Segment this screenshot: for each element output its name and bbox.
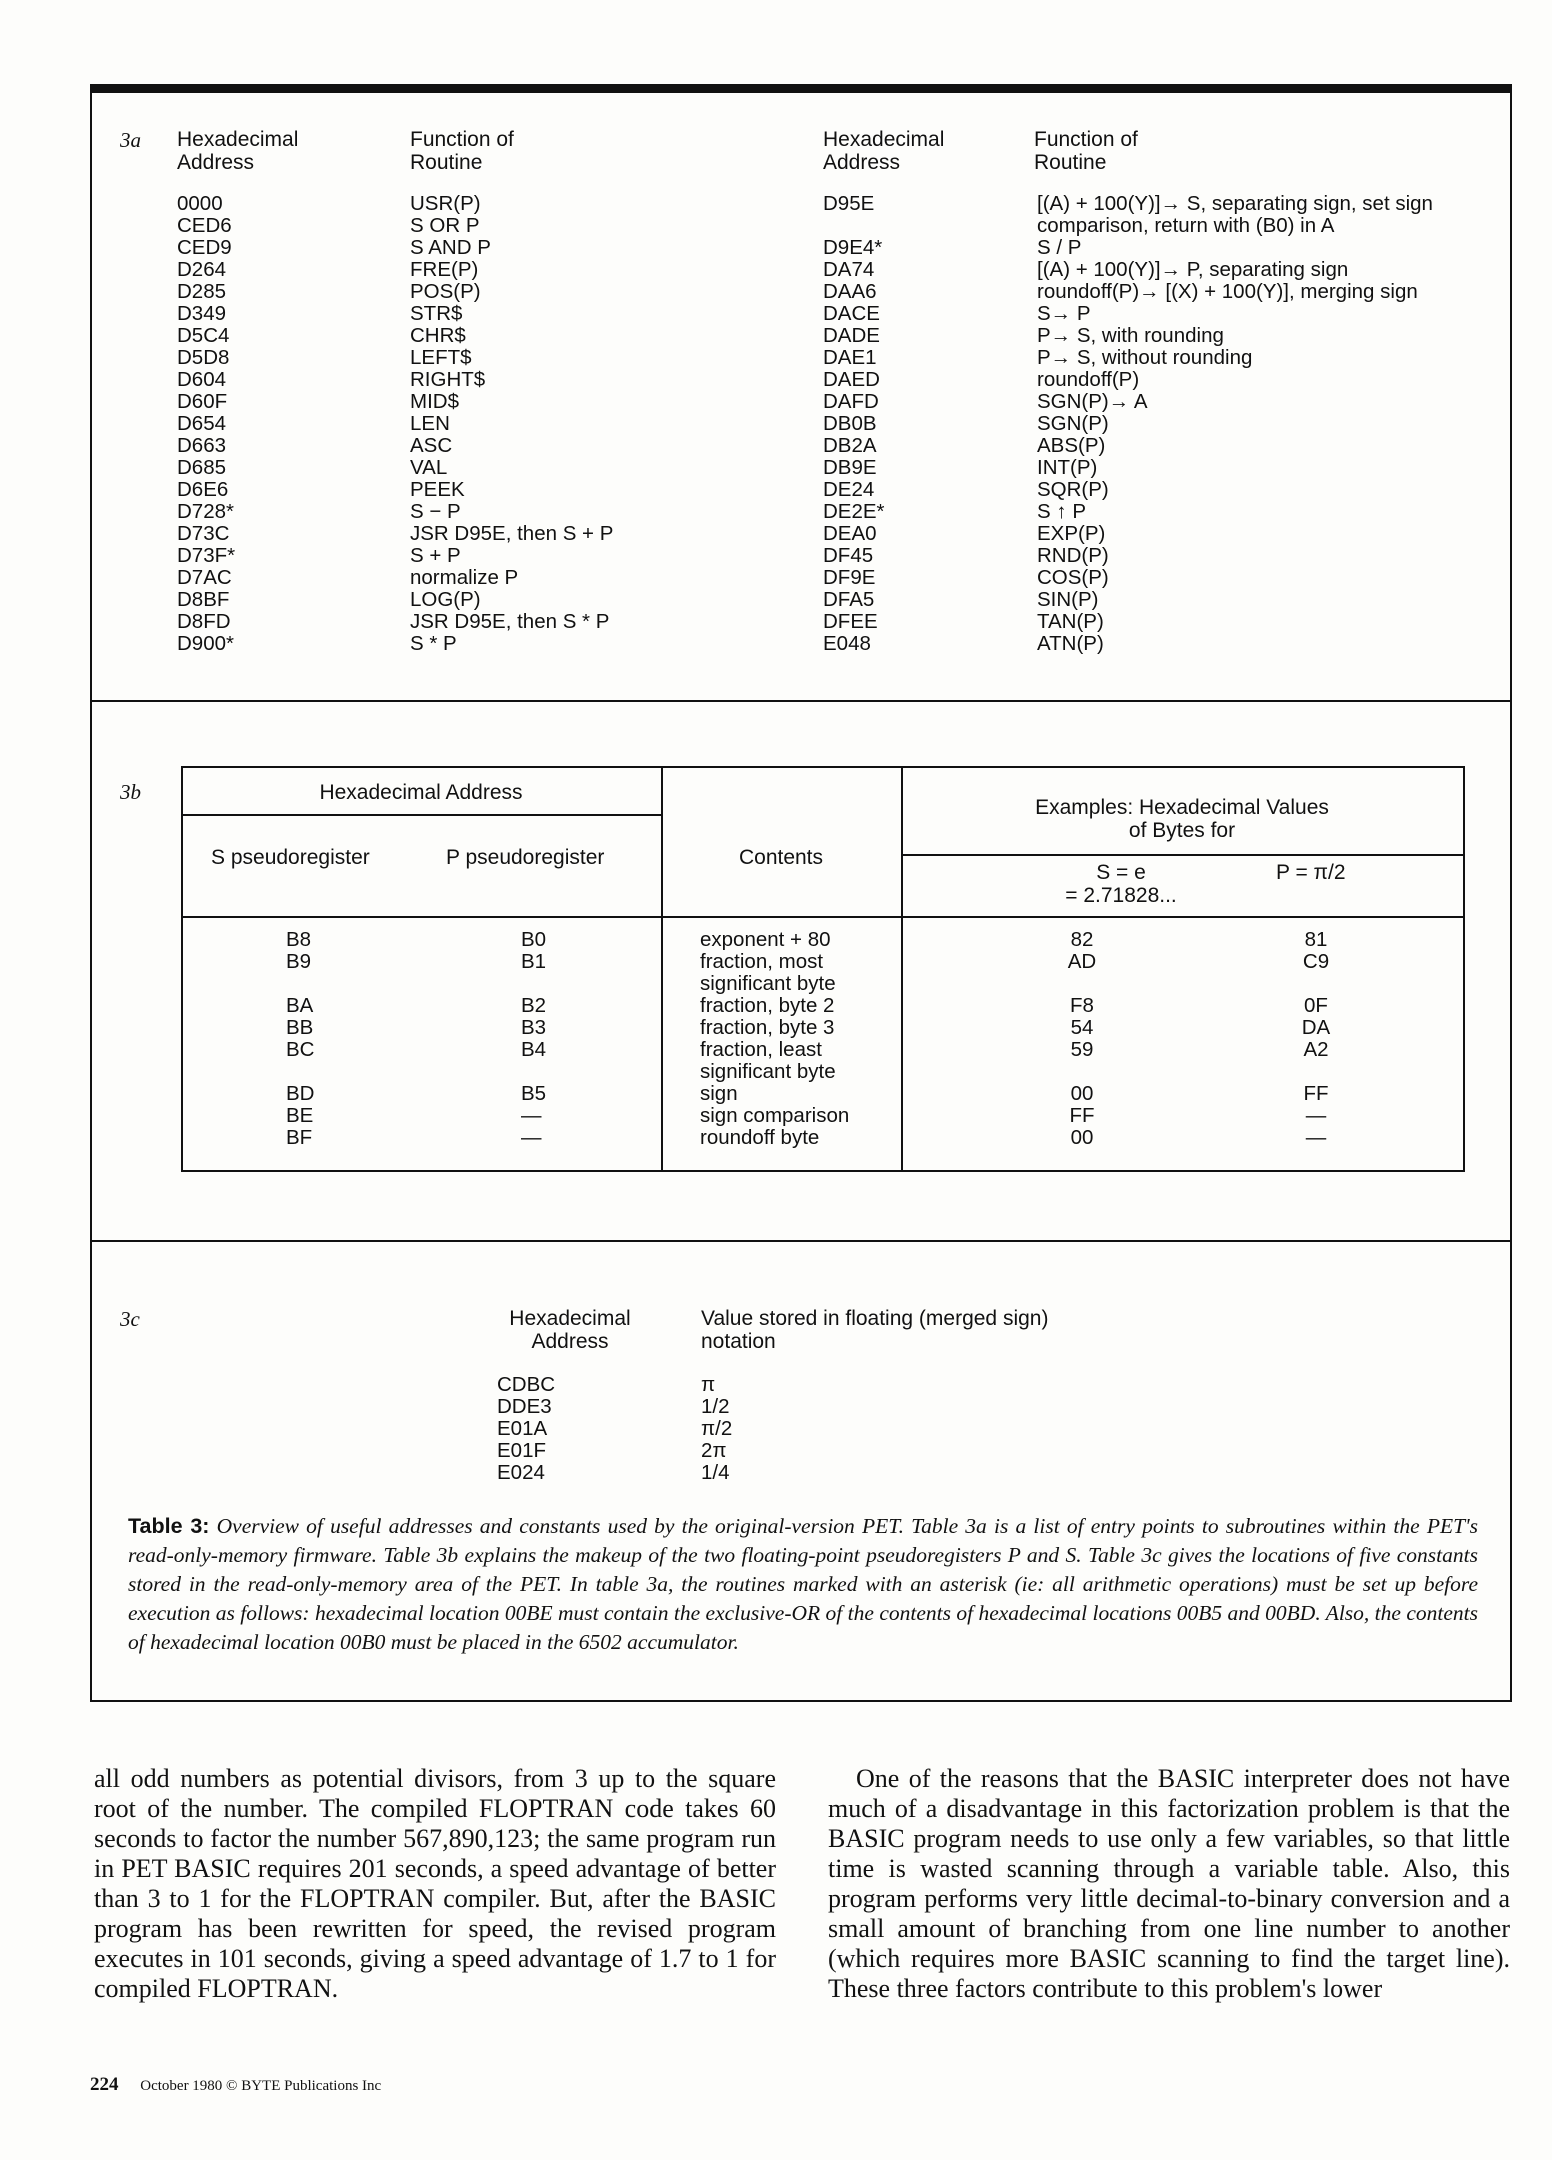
- table-cell: D5D8: [177, 346, 230, 369]
- table-cell: 0F: [1304, 994, 1328, 1017]
- table-cell: D73F*: [177, 544, 236, 567]
- table-cell: DB9E: [823, 456, 877, 479]
- table-cell: D8FD: [177, 610, 231, 633]
- table-cell: DAFD: [823, 390, 879, 413]
- caption-text: Overview of useful addresses and constants used by the original-version PET. Table 3a is a list of entry points to subroutines within the PET's read-only-memory firmware. Table 3b explains the makeup of the two floating-point pseudoregisters P and S. Table 3c gives the locations of five constants stored in the read-only-memory area of the PET. In table 3a, the routines marked with an asterisk (ie: all arithmetic operations) must be set up before execution as follows: hexadecimal location 00BE must contain the exclusive-OR of the contents of hexadecimal locations 00B5 and 00BD. Also, the contents of hexadecimal location 00B0 must be placed in the 6502 accumulator.: [128, 1514, 1479, 1654]
- table-cell: LEFT$: [410, 346, 472, 369]
- table-cell: FRE(P): [410, 258, 479, 281]
- footer-credit: October 1980 © BYTE Publications Inc: [140, 2078, 382, 2094]
- table-cell: DA: [1301, 1016, 1331, 1039]
- table-cell: BF: [286, 1126, 313, 1149]
- table-cell: DACE: [823, 302, 880, 325]
- table-cell: AD: [1067, 950, 1097, 973]
- table-cell: —: [521, 1126, 542, 1149]
- header-3b-s-pseudoregister: S pseudoregister: [211, 846, 370, 869]
- table-cell: D349: [177, 302, 227, 325]
- table-cell: 54: [1070, 1016, 1094, 1039]
- grid-line: [661, 768, 663, 1170]
- table-cell: P→ S, with rounding: [1037, 324, 1224, 347]
- table-cell: roundoff(P): [1037, 368, 1140, 391]
- table-cell: D5C4: [177, 324, 230, 347]
- table-cell: ATN(P): [1037, 632, 1104, 655]
- header-3b-s-example: S = e = 2.71828...: [1065, 861, 1177, 907]
- header-3a-right-address: Hexadecimal Address: [823, 128, 945, 174]
- table-cell: INT(P): [1037, 456, 1098, 479]
- table-cell: DB0B: [823, 412, 877, 435]
- table-cell: FF: [1303, 1082, 1329, 1105]
- table-cell: POS(P): [410, 280, 481, 303]
- table-cell: DE2E*: [823, 500, 885, 523]
- table-cell: [521, 1061, 546, 1083]
- table-cell: EXP(P): [1037, 522, 1106, 545]
- column-3a-left-addresses: [177, 193, 235, 655]
- table-cell: 00: [1070, 1126, 1094, 1149]
- table-cell: COS(P): [1037, 566, 1109, 589]
- table-cell: B4: [521, 1038, 547, 1061]
- table-cell: [1270, 1061, 1362, 1083]
- table-caption: [128, 1512, 1478, 1657]
- table-cell: S→ P: [1037, 302, 1091, 325]
- table-cell: P→ S, without rounding: [1037, 346, 1253, 369]
- table-cell: —: [1305, 1104, 1327, 1127]
- table-cell: significant byte: [700, 1060, 836, 1083]
- column-3b-s-values: [1036, 929, 1128, 1149]
- table-cell: fraction, least: [700, 1038, 822, 1061]
- table-cell: BA: [286, 994, 314, 1017]
- header-3c-address: Hexadecimal Address: [509, 1307, 631, 1353]
- table-cell: D900*: [177, 632, 234, 655]
- table-cell: SGN(P): [1037, 412, 1109, 435]
- table-cell: D685: [177, 456, 227, 479]
- table-cell: B1: [521, 950, 547, 973]
- header-3b-p-pseudoregister: P pseudoregister: [446, 846, 605, 869]
- grid-line: [183, 814, 661, 816]
- table-cell: DAA6: [823, 280, 877, 303]
- table-cell: DB2A: [823, 434, 877, 457]
- table-cell: π/2: [701, 1417, 733, 1440]
- table-cell: S * P: [410, 632, 457, 655]
- table-cell: normalize P: [410, 566, 519, 589]
- table-cell: ASC: [410, 434, 453, 457]
- table-cell: [(A) + 100(Y)]→ S, separating sign, set sign: [1037, 192, 1433, 215]
- table-cell: TAN(P): [1037, 610, 1104, 633]
- table-cell: CED9: [177, 236, 232, 259]
- table-cell: D654: [177, 412, 227, 435]
- table-cell: D285: [177, 280, 227, 303]
- table-cell: 59: [1070, 1038, 1094, 1061]
- table-cell: D60F: [177, 390, 228, 413]
- table-cell: S AND P: [410, 236, 491, 259]
- table-cell: DE24: [823, 478, 875, 501]
- table-cell: CED6: [177, 214, 232, 237]
- table-cell: S / P: [1037, 236, 1082, 259]
- table-cell: SIN(P): [1037, 588, 1099, 611]
- table-cell: MID$: [410, 390, 459, 413]
- table-cell: S OR P: [410, 214, 480, 237]
- header-3c-value: Value stored in floating (merged sign) notation: [701, 1307, 1049, 1353]
- table-cell: [(A) + 100(Y)]→ P, separating sign: [1037, 258, 1349, 281]
- table-cell: exponent + 80: [700, 928, 831, 951]
- table-cell: STR$: [410, 302, 463, 325]
- table-cell: S + P: [410, 544, 461, 567]
- grid-line: [903, 854, 1463, 856]
- grid-line: [183, 916, 1463, 918]
- table-cell: E024: [497, 1461, 545, 1484]
- table-cell: D73C: [177, 522, 230, 545]
- table-cell: VAL: [410, 456, 448, 479]
- header-3a-right-function: Function of Routine: [1034, 128, 1138, 174]
- table-cell: BD: [286, 1082, 315, 1105]
- column-3c-values: [701, 1374, 732, 1484]
- table-cell: DF9E: [823, 566, 876, 589]
- table-cell: SQR(P): [1037, 478, 1109, 501]
- table-cell: B8: [286, 928, 312, 951]
- table-cell: JSR D95E, then S * P: [410, 610, 610, 633]
- table-cell: DEA0: [823, 522, 877, 545]
- table-cell: B5: [521, 1082, 547, 1105]
- table-cell: [521, 973, 546, 995]
- table-cell: 2π: [701, 1439, 727, 1462]
- column-3b-p-addresses: [521, 929, 546, 1149]
- table-cell: BB: [286, 1016, 314, 1039]
- table-cell: roundoff byte: [700, 1126, 820, 1149]
- table-cell: CDBC: [497, 1373, 556, 1396]
- table-cell: D6E6: [177, 478, 229, 501]
- table-cell: comparison, return with (B0) in A: [1037, 214, 1335, 237]
- table-cell: DFA5: [823, 588, 875, 611]
- table-cell: PEEK: [410, 478, 465, 501]
- table-cell: DF45: [823, 544, 874, 567]
- table-cell: [1036, 1061, 1128, 1083]
- label-3c: 3c: [120, 1307, 140, 1331]
- table-cell: DAED: [823, 368, 880, 391]
- table-cell: DDE3: [497, 1395, 552, 1418]
- column-3a-right-addresses: [823, 193, 885, 655]
- table-cell: BC: [286, 1038, 315, 1061]
- table-cell: E01A: [497, 1417, 548, 1440]
- table-cell: [286, 1061, 314, 1083]
- table-cell: DA74: [823, 258, 875, 281]
- table-cell: LOG(P): [410, 588, 481, 611]
- caption-lead: Table 3:: [128, 1514, 210, 1538]
- header-3b-examples: Examples: Hexadecimal Values of Bytes for: [1035, 796, 1329, 842]
- table-cell: significant byte: [700, 972, 836, 995]
- table-cell: DADE: [823, 324, 880, 347]
- page-number: 224: [90, 2074, 119, 2095]
- table-cell: fraction, byte 3: [700, 1016, 835, 1039]
- table-cell: [1036, 973, 1128, 995]
- column-3b-contents: [700, 929, 849, 1149]
- table-cell: roundoff(P)→ [(X) + 100(Y)], merging sign: [1037, 280, 1418, 303]
- label-3b: 3b: [120, 780, 141, 804]
- table-cell: E048: [823, 632, 871, 655]
- table-cell: RND(P): [1037, 544, 1109, 567]
- table-cell: sign comparison: [700, 1104, 850, 1127]
- table-cell: D95E: [823, 192, 875, 215]
- table-cell: D9E4*: [823, 236, 883, 259]
- table-cell: B0: [521, 928, 547, 951]
- header-3b-hex-address: Hexadecimal Address: [319, 781, 523, 804]
- table-cell: [1270, 973, 1362, 995]
- table-cell: A2: [1303, 1038, 1329, 1061]
- header-3b-p-example: P = π/2: [1276, 861, 1346, 884]
- table-cell: —: [1305, 1126, 1327, 1149]
- table-cell: E01F: [497, 1439, 546, 1462]
- table-cell: fraction, byte 2: [700, 994, 835, 1017]
- body-right-column: One of the reasons that the BASIC interpreter does not have much of a disadvantage in this factorization problem is that the BASIC program needs to use only a few variables, so that little time is wasted scanning through a variable table. Also, this program performs very little decimal-to-binary conversion and a small amount of branching from one line number to another (which requires more BASIC scanning to find the target line). These three factors contribute to this problem's lower: [828, 1764, 1510, 2003]
- header-3a-left-function: Function of Routine: [410, 128, 514, 174]
- table-cell: D264: [177, 258, 227, 281]
- table-cell: D7AC: [177, 566, 232, 589]
- table-cell: B9: [286, 950, 312, 973]
- header-3b-contents: Contents: [738, 846, 824, 869]
- table-cell: B2: [521, 994, 547, 1017]
- body-left-column: all odd numbers as potential divisors, from 3 up to the square root of the number. The compiled FLOPTRAN code takes 60 seconds to factor the number 567,890,123; the same program run in PET BASIC requires 201 seconds, a speed advantage of better than 3 to 1 for the FLOPTRAN compiler. But, after the BASIC program has been rewritten for speed, the revised program executes in 101 seconds, giving a speed advantage of 1.7 to 1 for compiled FLOPTRAN.: [94, 1764, 776, 2003]
- table-cell: LEN: [410, 412, 450, 435]
- table-cell: fraction, most: [700, 950, 824, 973]
- divider-3b-3c: [90, 1240, 1512, 1242]
- label-3a: 3a: [120, 128, 141, 152]
- table-cell: 1/4: [701, 1461, 730, 1484]
- table-cell: DAE1: [823, 346, 877, 369]
- table-cell: [823, 215, 885, 237]
- column-3a-left-functions: [410, 193, 613, 655]
- table-cell: D8BF: [177, 588, 230, 611]
- table-cell: SGN(P)→ A: [1037, 390, 1148, 413]
- table-cell: 82: [1070, 928, 1094, 951]
- column-3a-right-functions: [1037, 193, 1433, 655]
- table-cell: D728*: [177, 500, 234, 523]
- table-cell: JSR D95E, then S + P: [410, 522, 614, 545]
- table-cell: 1/2: [701, 1395, 730, 1418]
- table-cell: RIGHT$: [410, 368, 486, 391]
- column-3b-s-addresses: [286, 929, 314, 1149]
- table-cell: 00: [1070, 1082, 1094, 1105]
- table-cell: USR(P): [410, 192, 481, 215]
- divider-3a-3b: [90, 700, 1512, 702]
- table-cell: 81: [1304, 928, 1328, 951]
- table-cell: —: [521, 1104, 542, 1127]
- table-cell: FF: [1069, 1104, 1095, 1127]
- table-cell: F8: [1070, 994, 1094, 1017]
- table-cell: ABS(P): [1037, 434, 1106, 457]
- header-3a-left-address: Hexadecimal Address: [177, 128, 299, 174]
- table-cell: BE: [286, 1104, 314, 1127]
- table-cell: π: [701, 1373, 716, 1396]
- page-footer: [90, 2074, 381, 2096]
- table-cell: DFEE: [823, 610, 878, 633]
- column-3b-p-values: [1270, 929, 1362, 1149]
- table-cell: [286, 973, 314, 995]
- table-cell: S ↑ P: [1037, 500, 1086, 523]
- table-cell: D663: [177, 434, 227, 457]
- table-cell: sign: [700, 1082, 738, 1105]
- table-cell: CHR$: [410, 324, 466, 347]
- table-cell: C9: [1302, 950, 1330, 973]
- column-3c-addresses: [497, 1374, 555, 1484]
- table-cell: D604: [177, 368, 227, 391]
- table-cell: 0000: [177, 192, 223, 215]
- table-cell: B3: [521, 1016, 547, 1039]
- table-cell: S − P: [410, 500, 461, 523]
